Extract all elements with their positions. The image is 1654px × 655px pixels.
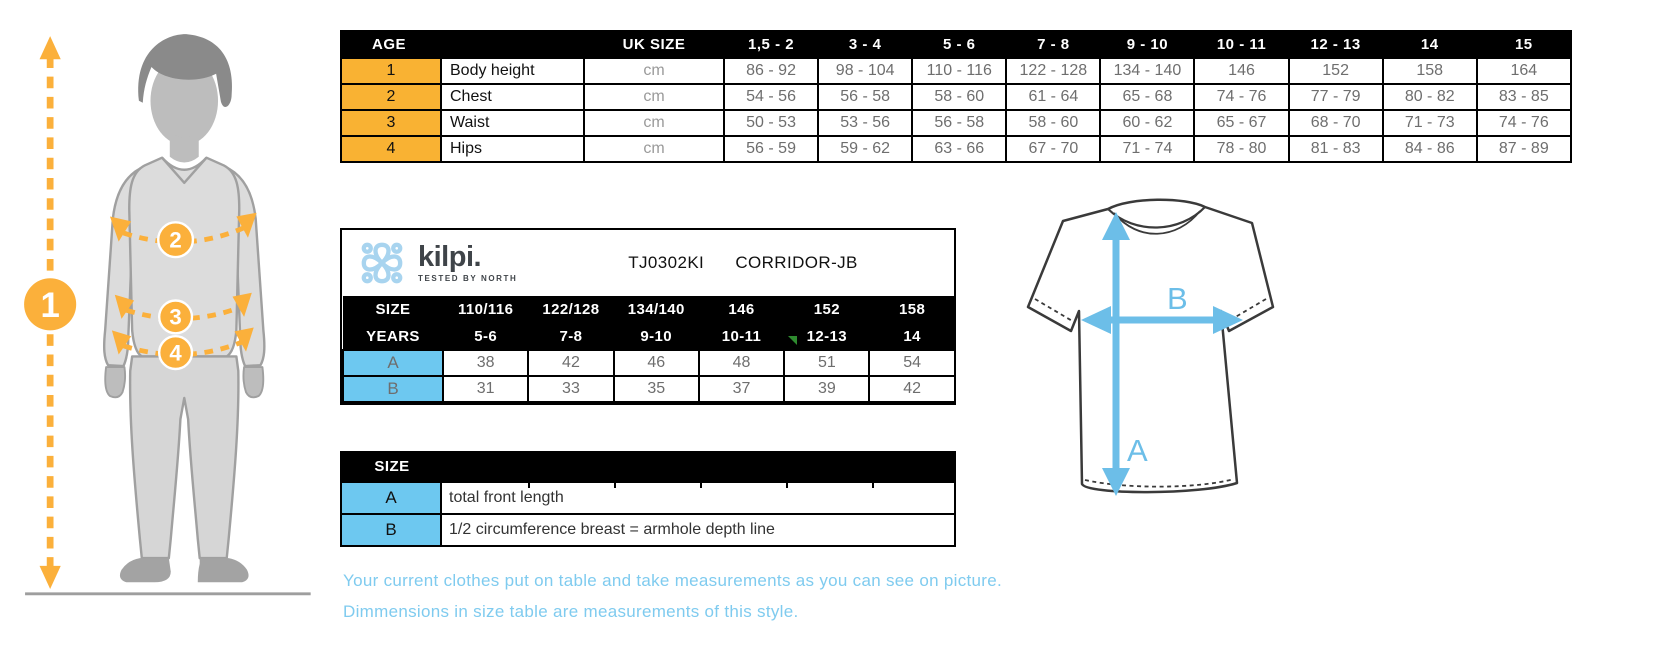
years-header: 10-11 <box>699 323 784 350</box>
waist-row <box>341 110 1571 136</box>
measure-value: 33 <box>528 376 613 402</box>
value-cell: 67 - 70 <box>1006 136 1100 162</box>
product-size-grid <box>342 296 956 403</box>
years-header: 12-13 <box>784 323 869 350</box>
value-cell: 59 - 62 <box>818 136 912 162</box>
brand-tagline: TESTED BY NORTH <box>418 274 518 283</box>
row-number-cell: 4 <box>341 136 441 162</box>
measurement-legend-table <box>340 451 956 547</box>
value-cell: 110 - 116 <box>912 58 1006 84</box>
age-column-header: 3 - 4 <box>818 31 912 58</box>
measure-value: 48 <box>699 350 784 376</box>
measure-value: 38 <box>443 350 528 376</box>
green-corner-marker-icon <box>788 336 797 345</box>
legend-label-b: B <box>342 515 442 545</box>
value-cell: 86 - 92 <box>724 58 818 84</box>
label-b: B <box>1167 281 1188 316</box>
value-cell: 65 - 68 <box>1100 84 1194 110</box>
value-cell: 152 <box>1289 58 1383 84</box>
row-label-cell: Body height <box>441 58 584 84</box>
measure-value: 31 <box>443 376 528 402</box>
waist-marker-label: 3 <box>169 304 182 330</box>
legend-description-b: 1/2 circumference breast = armhole depth line <box>449 521 775 538</box>
legend-description-a: total front length <box>449 489 564 506</box>
chest-marker-label: 2 <box>169 227 182 253</box>
years-header: 14 <box>869 323 954 350</box>
brand-name: kilpi. <box>418 241 482 273</box>
size-header: 122/128 <box>528 296 613 323</box>
age-column-header: 14 <box>1383 31 1477 58</box>
age-size-table <box>340 30 1572 163</box>
brand-text <box>418 243 517 283</box>
uk-size-header-label: UK SIZE <box>584 31 724 58</box>
measure-value: 42 <box>869 376 954 402</box>
value-cell: 53 - 56 <box>818 110 912 136</box>
unit-cell: cm <box>584 136 724 162</box>
legend-label-a: A <box>342 483 442 513</box>
age-column-header: 9 - 10 <box>1100 31 1194 58</box>
value-cell: 87 - 89 <box>1477 136 1571 162</box>
tshirt-measurement-diagram <box>975 186 1275 508</box>
years-header: 5-6 <box>443 323 528 350</box>
years-row-label: YEARS <box>343 323 443 350</box>
value-cell: 84 - 86 <box>1383 136 1477 162</box>
value-cell: 71 - 74 <box>1100 136 1194 162</box>
age-header-label: AGE <box>341 31 584 58</box>
note-line-1: Your current clothes put on table and take measurements as you can see on picture. <box>343 571 1003 590</box>
age-table-header-row <box>341 31 1571 58</box>
size-row-label: SIZE <box>343 296 443 323</box>
tshirt-diagram <box>975 186 1275 508</box>
value-cell: 122 - 128 <box>1006 58 1100 84</box>
years-header-row <box>343 323 955 350</box>
age-column-header: 1,5 - 2 <box>724 31 818 58</box>
size-header-row <box>343 296 955 323</box>
legend-header <box>342 453 954 481</box>
value-cell: 58 - 60 <box>1006 110 1100 136</box>
hips-row <box>341 136 1571 162</box>
value-cell: 146 <box>1194 58 1288 84</box>
value-cell: 83 - 85 <box>1477 84 1571 110</box>
unit-cell: cm <box>584 58 724 84</box>
measure-value: 54 <box>869 350 954 376</box>
age-column-header: 10 - 11 <box>1194 31 1288 58</box>
legend-row-a <box>342 481 954 513</box>
measure-value: 39 <box>784 376 869 402</box>
row-label-cell: Chest <box>441 84 584 110</box>
tshirt-outline <box>1028 200 1273 492</box>
product-size-table <box>340 228 956 405</box>
value-cell: 58 - 60 <box>912 84 1006 110</box>
kilpi-knot-icon <box>356 237 408 289</box>
value-cell: 78 - 80 <box>1194 136 1288 162</box>
row-label-cell: Waist <box>441 110 584 136</box>
measure-row-b <box>343 376 955 402</box>
age-column-header: 12 - 13 <box>1289 31 1383 58</box>
legend-header-label: SIZE <box>374 458 410 475</box>
height-marker <box>24 278 76 330</box>
value-cell: 56 - 59 <box>724 136 818 162</box>
measure-value: 46 <box>614 350 699 376</box>
unit-cell: cm <box>584 84 724 110</box>
value-cell: 61 - 64 <box>1006 84 1100 110</box>
value-cell: 81 - 83 <box>1289 136 1383 162</box>
product-name: CORRIDOR-JB <box>735 253 858 272</box>
value-cell: 74 - 76 <box>1194 84 1288 110</box>
legend-row-b <box>342 513 954 545</box>
body-height-row <box>341 58 1571 84</box>
body-measurement-figure <box>8 12 320 644</box>
height-marker-label: 1 <box>40 286 60 325</box>
age-column-header: 5 - 6 <box>912 31 1006 58</box>
value-cell: 68 - 70 <box>1289 110 1383 136</box>
size-header: 158 <box>869 296 954 323</box>
measure-label-a: A <box>343 350 443 376</box>
measurement-notes <box>343 565 1002 627</box>
row-label-cell: Hips <box>441 136 584 162</box>
brand-logo <box>356 237 546 289</box>
value-cell: 77 - 79 <box>1289 84 1383 110</box>
value-cell: 50 - 53 <box>724 110 818 136</box>
measure-value: 37 <box>699 376 784 402</box>
value-cell: 56 - 58 <box>818 84 912 110</box>
value-cell: 158 <box>1383 58 1477 84</box>
size-header: 146 <box>699 296 784 323</box>
value-cell: 98 - 104 <box>818 58 912 84</box>
size-header: 152 <box>784 296 869 323</box>
hips-marker-label: 4 <box>169 340 182 366</box>
unit-cell: cm <box>584 110 724 136</box>
label-a: A <box>1127 433 1148 468</box>
size-header: 134/140 <box>614 296 699 323</box>
mannequin-diagram <box>8 12 320 644</box>
value-cell: 54 - 56 <box>724 84 818 110</box>
value-cell: 164 <box>1477 58 1571 84</box>
value-cell: 134 - 140 <box>1100 58 1194 84</box>
value-cell: 71 - 73 <box>1383 110 1477 136</box>
value-cell: 65 - 67 <box>1194 110 1288 136</box>
measure-label-b: B <box>343 376 443 402</box>
note-line-2: Dimmensions in size table are measurements of this style. <box>343 602 799 621</box>
age-column-header: 7 - 8 <box>1006 31 1100 58</box>
chest-row <box>341 84 1571 110</box>
row-number-cell: 3 <box>341 110 441 136</box>
value-cell: 74 - 76 <box>1477 110 1571 136</box>
row-number-cell: 2 <box>341 84 441 110</box>
row-number-cell: 1 <box>341 58 441 84</box>
product-identifier <box>546 253 940 273</box>
measure-value: 51 <box>784 350 869 376</box>
value-cell: 63 - 66 <box>912 136 1006 162</box>
age-column-header: 15 <box>1477 31 1571 58</box>
value-cell: 56 - 58 <box>912 110 1006 136</box>
value-cell: 80 - 82 <box>1383 84 1477 110</box>
measure-value: 42 <box>528 350 613 376</box>
value-cell: 60 - 62 <box>1100 110 1194 136</box>
size-header: 110/116 <box>443 296 528 323</box>
measure-value: 35 <box>614 376 699 402</box>
years-header: 7-8 <box>528 323 613 350</box>
measure-row-a <box>343 350 955 376</box>
years-header: 9-10 <box>614 323 699 350</box>
product-code: TJ0302KI <box>628 253 705 272</box>
brand-band <box>342 230 954 296</box>
